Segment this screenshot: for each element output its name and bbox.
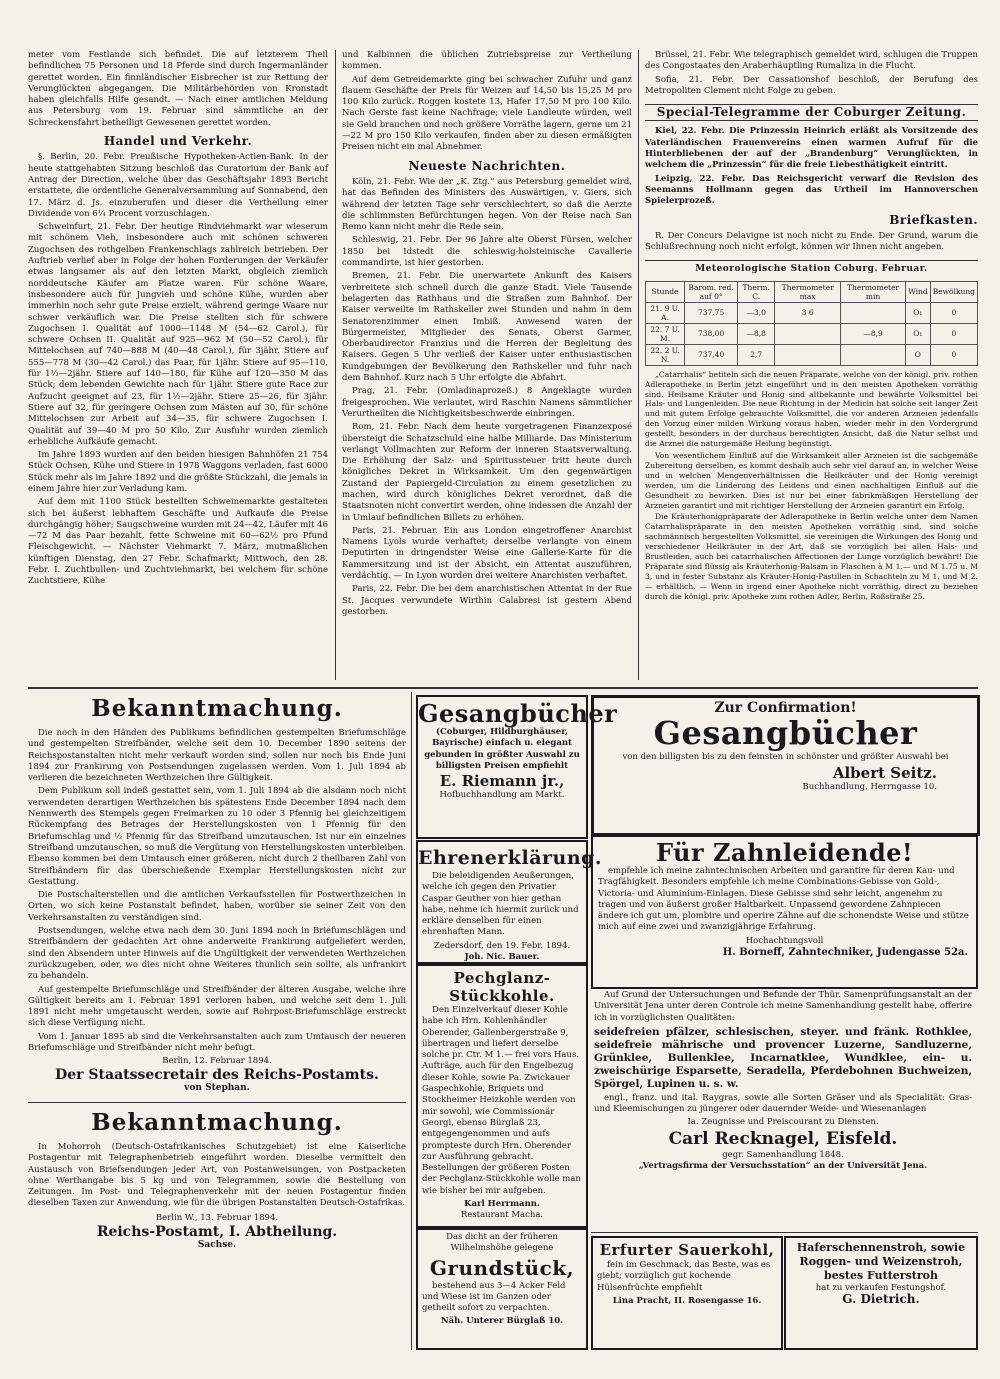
ad-text: Das dicht an der früheren Wilhelmshöhe gelegene bbox=[446, 1232, 558, 1254]
section-rule bbox=[28, 1102, 406, 1103]
weather-table bbox=[645, 281, 978, 366]
ad-gesangbuecher-riemann bbox=[416, 695, 618, 839]
article-text: R. Der Concurs Delavigne ist noch nicht zu Ende. Der Grund, warum die Schlußrechnung noch nicht erfolgt, können wir Ihnen nicht angeben. bbox=[645, 230, 978, 253]
article-text: Paris, 22. Febr. Die bei dem anarchistischen Attentat in der Rue St. Jacques verwundete Wirthin Calabresi ist gestern Abend gestorben. bbox=[342, 584, 632, 617]
table-row bbox=[646, 323, 978, 344]
notice-text: Die Postschalterstellen und die amtlichen Verkaufsstellen für Postwerthzeichen in Orten, wo sich keine Postanstalt befindet, haben, worüber sie seiner Zeit von den Verkehrsanstalten zu verständigen sind. bbox=[28, 890, 406, 923]
ad-text: Den Einzelverkauf dieser Kohle habe ich Hrn. Kohlenhändler Oberender, Gallenbergerstraße 9, übertragen und liefert derselbe solche pr. Ctr. M 1.— frei vors Haus. Aufträge, auch für den Engelbezug dieser Kohle, sowie Pa. Zwickauer Gaspechkohle, Briquets und Stockheimer Heizkohle werden von mir sowohl, wie Commissionär Georgi, ebenso Bürglaß 23, entgegengenommen und aufs prompteste durch Hrn. Oberender zur Ausführung gebracht. Bestellungen der größeren Posten der Pechglanz-Stückkohle wolle man wie bisher bei mir aufgeben. bbox=[422, 1005, 581, 1196]
notice-signer: Sachse. bbox=[197, 1240, 237, 1251]
table-cell: 737,75 bbox=[685, 302, 738, 323]
ad-location: Buchhandlung, Herrngasse 10. bbox=[802, 781, 937, 792]
table-header: Therm. C. bbox=[738, 281, 775, 302]
ad-name: Joh. Nic. Bauer. bbox=[464, 952, 540, 963]
table-cell: —8,9 bbox=[841, 323, 906, 344]
ad-text: empfehle ich meine zahntechnischen Arbeiten und garantire für deren Kau- und Tragfähigkeit. Besonders empfehle ich meine Combinations-Gebisse von Gold-, Victoria- und Aluminium-Einlagen. Diese Gebisse sind sehr leicht, angenehm zu tragen und von äußerst großer Haltbarkeit. Unpassend gewordene Zahnpiecen ändere ich gut um, plombire und operire Zähne auf die schonendste Weise und stütze mich auf eine zwei und zwanzigjährige Erfahrung. bbox=[598, 866, 969, 933]
article-text: Bremen, 21. Febr. Die unerwartete Ankunft des Kaisers verbreitete sich schnell durch die ganze Stadt. Viele Tausende belagerten das Rathhaus und die Straßen zum Bahnhof. Der Kaiser verweilte im Rathskeller zwei Stunden und nahm in dem Senatorenzimmer einen Imbiß. Anwesend waren der Bürgermeister, Mitglieder des Senats, Oberst Garmer, Oberbaudirector Franzius und die Herren der Begleitung des Kaisers. Gegen 5 Uhr verließ der Kaiser unter enthusiastischen Kundgebungen der Bevölkerung den Rathskeller und fuhr nach dem Bahnhof. Kurz nach 5 Uhr erfolgte die Abfahrt. bbox=[342, 271, 632, 384]
ad-name: Albert Seitz. bbox=[832, 763, 937, 782]
table-header: Bewölkung bbox=[930, 281, 977, 302]
notice-title: Bekanntmachung. bbox=[91, 695, 343, 722]
table-cell bbox=[775, 344, 841, 365]
ad-text: seidefreien pfälzer, schlesischen, steyer. und fränk. Rothklee, seidefreie mährische und provencer Luzerne, Sandluzerne, Grünklee, Bullenklee, Incarnatklee, Wundklee, ein- u. zweischürige Esparsette, Seradella, Pferdebohnen Buchweizen, Spörgel, Lupinen u. s. w. bbox=[594, 1025, 972, 1090]
article-text: Auf dem Getreidemarkte ging bei schwacher Zufuhr und ganz flauem Geschäfte der Preis für Weizen auf 14,50 bis 15,25 M pro 100 Kilo zurück. Roggen kostete 13, Hafer 17,50 M pro 100 Kilo. Nach Gerste fast keine Nachfrage; viele Landleute würden, weil sie Geld brauchen und noch größere Vorräthe lagern, gerne um 21—22 M pro 150 Kilo verkaufen, finden aber zu diesen ermäßigten Preisen nicht ein mal Abnehmer. bbox=[342, 74, 632, 153]
ad-location: Restaurant Macha. bbox=[460, 1210, 544, 1221]
ad-text: bestehend aus 3—4 Acker Feld und Wiese ist im Ganzen oder getheilt sofort zu verpachten. bbox=[422, 1280, 566, 1314]
article-text: §. Berlin, 20. Febr. Preußische Hypotheken-Actien-Bank. In der heute stattgehabten Sitzung beschloß das Curatorium der Bank auf Antrag der Direction, welche über das Geschäftsjahr 1893 Bericht erstattete, die ordentliche Generalversammlung auf Sonnabend, den 17. März d. Js. einzuberufen und dieser die Vertheilung einer Dividende von 6¼ Procent vorzuschlagen. bbox=[28, 152, 328, 219]
table-cell: 0 bbox=[930, 302, 977, 323]
notice-place: Berlin W., 13. Februar 1894. bbox=[155, 1212, 279, 1223]
ad-text: „Vertragsfirma der Versuchsstation“ an der Universität Jena. bbox=[638, 1161, 928, 1172]
notice-text: Dem Publikum soll indeß gestattet sein, vom 1. Juli 1894 ab die alsdann noch nicht verwendeten derartigen Werthzeichen bis spätestens Ende December 1894 nach dem Nennwerth des Stempels gegen Freimarken zu 10 oder 3 Pfennig bei gleichzeitigem Rückempfang des Betrages der Herstellungskosten von 1 Pfennig für den Briefumschlag und ½ Pfennig für das Streifband umzutauschen. Ist nur ein einzelnes Streifband umzutauschen, so muß die Vergütung von Herstellungskosten unterbleiben. Ebenso kommen bei dem Umtausch einer größeren, nicht durch 2 theilbaren Zahl von Streifbändern für das überschießende Exemplar Herstellungskosten nicht zur Gestattung. bbox=[28, 786, 406, 887]
article-text: Brüssel, 21. Febr. Wie telegraphisch gemeldet wird, schlugen die Truppen des Congostaates den Araberhäuptling Rumaliza in die Flucht. bbox=[645, 50, 978, 72]
notice-text: Vom 1. Januar 1895 ab sind die Verkehrsanstalten auch zum Umtausch der neueren Briefumschläge und Streifbänder nicht mehr befugt. bbox=[28, 1031, 406, 1054]
table-cell bbox=[841, 344, 906, 365]
ad-title: Für Zahnleidende! bbox=[655, 838, 914, 867]
table-header: Thermometer min bbox=[841, 281, 906, 302]
ad-title: Pechglanz-Stückkohle. bbox=[449, 969, 555, 1005]
ad-title: Erfurter Sauerkohl, bbox=[599, 1241, 775, 1259]
notice-title: Bekanntmachung. bbox=[91, 1109, 343, 1136]
article-text: Von wesentlichem Einfluß auf die Wirksamkeit aller Arzneien ist die sachgemäße Zubereitung derselben, es kommt deshalb auch sehr viel darauf an, in welcher Weise und in welchen Mengenverhältnissen die Heilkräuter und der Honig vereinigt werden, um die Linderung des Leidens und einen nachhaltigen Einfluß auf die Gesundheit zu bewirken. Dies ist nur bei einer fabrikmäßigen Herstellung der Arzneien garantirt und mit richtiger Herstellung der Arzneien garantirt ein Erfolg. bbox=[645, 451, 978, 510]
table-cell: O bbox=[906, 344, 931, 365]
table-cell: 22. 2 U. N. bbox=[646, 344, 685, 365]
ad-text: engl., franz. und ital. Raygras, sowie alle Sorten Gräser und als Specialität: Gras- und Kleemischungen zu jüngerer oder dauernder Weide- und Wiesenanlagen bbox=[594, 1092, 972, 1115]
section-rule bbox=[591, 1232, 978, 1233]
column-rule bbox=[638, 50, 639, 680]
section-heading: Neueste Nachrichten. bbox=[408, 158, 566, 173]
ad-location: Hofbuchhandlung am Markt. bbox=[439, 790, 565, 801]
ad-location: Näh. Unterer Bürglaß 10. bbox=[440, 1316, 564, 1327]
table-cell: O₁ bbox=[906, 323, 931, 344]
article-text: Auf dem mit 1100 Stück bestellten Schweinemarkte gestalteten sich bei äußerst lebhaftem Geschäfte und Aufkaufe die Preise durchgängig höher; Saugschweine wurden mit 24—42, Läufer mit 46—72 M das Paar bezahlt, fette Schweine mit 60—62½ pro Pfund Fleischgewicht. — Nächster Viehmarkt 7. März, mutmaßlichen künftigen Dienstag, den 27 Febr. Schafmarkt; Mittwoch, den 28. Febr. I. Zuchtbullen- und Zuchtviehmarkt, bei welchem für schöne Zuchtstiere, Kühe bbox=[28, 497, 328, 587]
article-text: Köln, 21. Febr. Wie der „K. Ztg.“ aus Petersburg gemeldet wird, hat das Befinden des Ministers des Auswärtigen, v. Giers, sich während der letzten Tage sehr verschlechtert, so daß die Aerzte die schlimmsten Befürchtungen hegen. Von der Reise nach San Remo kann nicht mehr die Rede sein. bbox=[342, 176, 632, 233]
table-cell: 21. 9 U. A. bbox=[646, 302, 685, 323]
ad-name: G. Dietrich. bbox=[842, 1292, 920, 1307]
ad-text: (Coburger, Hildburghäuser, Bayrische) einfach u. elegant gebunden in größter Auswahl zu billigsten Preisen empfiehlt bbox=[424, 727, 580, 771]
table-cell: 737,40 bbox=[685, 344, 738, 365]
ad-text: gegr. Samenhandlung 1848. bbox=[722, 1149, 844, 1160]
table-cell: O₁ bbox=[906, 302, 931, 323]
newspaper-page bbox=[28, 50, 978, 1350]
section-heading: Special-Telegramme der Coburger Zeitung. bbox=[645, 104, 978, 121]
table-cell bbox=[841, 302, 906, 323]
table-cell: 738,00 bbox=[685, 323, 738, 344]
table-header: Stunde bbox=[646, 281, 685, 302]
notice-signature: Der Staatssecretair des Reichs-Postamts. bbox=[55, 1066, 379, 1083]
weather-table-title: Meteorologische Station Coburg. Februar. bbox=[645, 260, 978, 275]
ad-sauerkohl bbox=[591, 1236, 783, 1350]
ad-title: Haferschennenstroh, sowie Roggen- und Weizenstroh, bestes Futterstroh bbox=[796, 1241, 966, 1282]
notice-signature: Reichs-Postamt, I. Abtheilung. bbox=[96, 1224, 338, 1241]
ad-confirmation-gesangbuecher bbox=[591, 695, 980, 836]
ad-text: Die beleidigenden Aeußerungen, welche ich gegen den Privatier Caspar Geuther von hier gethan habe, nehme ich hiermit zurück und erkläre denselben für einen ehrenhaften Mann. bbox=[422, 871, 579, 938]
table-cell: 0 bbox=[930, 344, 977, 365]
ad-stroh bbox=[784, 1236, 978, 1350]
section-rule bbox=[28, 687, 978, 689]
table-cell: 3 6 bbox=[775, 302, 841, 323]
table-header: Wind bbox=[906, 281, 931, 302]
table-cell: —8,8 bbox=[738, 323, 775, 344]
article-text: „Catarrhalis“ betiteln sich die neuen Präparate, welche von der königl. priv. rothen Adlerapotheke in Berlin jetzt eingeführt und in den meisten Apotheken vorräthig sind. Heilsame Kräuter und Honig sind altbekannte und bewährte Volksmittel bei Hals- und Lungenleiden. Die neue Richtung in der Medicin hat solche seit langer Zeit und mit gutem Erfolge gebrauchte Volksmittel, die vor anderen Arzneien jedenfalls den Vorzug einer milden Wirkung voraus haben, wieder mehr in den Vordergrund gestellt, besonders in der durchaus berechtigten Ansicht, daß die Natur selbst und die Arznei die naturgemäße Heilung begünstigt. bbox=[645, 369, 978, 449]
article-text: Sofia, 21. Febr. Der Cassationshof beschloß, der Berufung des Metropoliten Clement nicht Folge zu geben. bbox=[645, 74, 978, 96]
table-row bbox=[646, 344, 978, 365]
ad-zahnleidende bbox=[591, 835, 978, 989]
table-cell: 0 bbox=[930, 323, 977, 344]
ad-ehrenerklaerung bbox=[416, 840, 603, 964]
ad-name: Carl Recknagel, Eisfeld. bbox=[668, 1128, 898, 1149]
column-3 bbox=[645, 50, 978, 682]
ad-text: hat zu verkaufen Festungshof. bbox=[815, 1283, 947, 1293]
ad-place: Zedersdorf, den 19. Febr. 1894. bbox=[433, 940, 571, 951]
article-text: Die Kräuterhonigpräparate der Adlerapotheke in Berlin welche unter dem Namen Catarrhalispräparate in den meisten Apotheken vorräthig sind, sind solche sachmännisch hergestellten Volksmittel, sie vereinigen die Wirkungen des Honig und verschiedener Heilkräuter in der Art, daß sie vorzüglich bei allen Hals- und Brustleiden, auch bei catarrhalischen Affectionen der Lunge vorzüglich bewährt! Die Präparate sind flüssig als Kräuterhonig-Balsam in Flaschen à M 1.— und M 1.75 u. M 3, und in fester Substanz als Kräuter-Honig-Pastillen in Schachteln zu M 1. und M 2.— erhältlich. — Wenn in irgend einer Apotheke nicht vorräthig, direct zu beziehen durch die königl. priv. Apotheke zum rothen Adler, Berlin, Roßstraße 25. bbox=[645, 512, 978, 601]
telegram-text: Leipzig, 22. Febr. Das Reichsgericht verwarf die Revision des Seemanns Hollmann gegen das Urtheil im Hannoverschen Spielerprozeß. bbox=[645, 173, 978, 207]
notice-text: Postsendungen, welche etwa nach dem 30. Juni 1894 noch in Briefumschlägen und Streifbändern der gedachten Art ohne anderweite Frankirung aufgeliefert werden, sind den Absendern unter Hinweis auf die Ungültigkeit der verwendeten Werthzeichen zurückzugeben, oder, wo dies nicht ohne Weiteres thunlich sein sollte, als unfrankirt zu behandeln. bbox=[28, 926, 406, 982]
column-rule bbox=[411, 692, 412, 1350]
table-row bbox=[646, 302, 978, 323]
article-text: meter vom Festlande sich befindet. Die auf letzterem Theil befindlichen 75 Personen und 18 Pferde sind durch Ingermanländer gerettet worden. Ein finnländischer Eisbrecher ist zur Rettung der Verunglückten abgegangen. Die Militärbehörden von Kronstadt haben gleichfalls Hilfe gesandt. — Nach einer amtlichen Meldung aus Petersburg vom 19. Februar sind sämmtliche an der Schreckensfahrt betheiligt Gewesenen gerettet worden. bbox=[28, 50, 328, 128]
notice-1 bbox=[28, 692, 406, 1097]
article-text: Schweinfurt, 21. Febr. Der heutige Rindviehmarkt war wieserum mit schönem Vieh, insbesondere auch mit schönen schweren Zugochsen des rothgelben Frankenschlags zahlreich betrieben. Der Auftrieb verlief aber in Folge der hohen Forderungen der Verkäufer etwas langsamer als auf den letzten Markt, obgleich ziemlich norddeutsche Käufer am Platze waren. Für schöne Waare, insbesondere auch für Jungvieh und schöne Kühe, wurden aber immerhin noch sehr gute Preise erzielt, während geringe Waare nur schwer verkäuflich war. Die Preise stellten sich für schwere Zugochsen I. Qualität auf 1000—1148 M (54—62 Carol.), für schwere Ochsen II. Qualität auf 925—962 M (50—52 Carol.), für Mittelochsen auf 740—888 M (40—48 Carol.), für 3jähr. Stiere auf 555—778 M (30—42 Carol.) das Paar, für 1jähr. Stiere auf 95—110, für 1½—2jähr. Stiere auf 140—180, für Kühe auf 120—350 M das Stück; dem lebenden Gewichte nach für 1jähr. Stiere gute Race zur Aufzucht geeignet auf 23, für 1½—2jähr. Stiere 25—26, für 3jähr. Stiere auf 32, für geringere Ochsen zum Mästen auf 30, für schöne Mittelochsen zur Arbeit auf 34—35, für schwere Zugochsen I. Qualität auf 39—40 M pro 50 Kilo. Zur Ausfuhr wurden ziemlich erhebliche Aufkäufe gemacht. bbox=[28, 222, 328, 447]
telegram-text: Kiel, 22. Febr. Die Prinzessin Heinrich erläßt als Vorsitzende des Vaterländischen Frauenvereins einen warmen Aufruf für die Hinterbliebenen der auf der „Brandenburg“ Verunglückten, in welchem die „Prinzessin“ für die freie Liebesthätigkeit eintritt. bbox=[645, 126, 978, 171]
ad-name: H. Borneff, Zahntechniker, Judengasse 52a. bbox=[722, 947, 968, 959]
ad-pechglanz-kohle bbox=[416, 964, 588, 1228]
table-header: Thermometer max bbox=[775, 281, 841, 302]
ad-grundstueck bbox=[416, 1228, 588, 1350]
table-cell bbox=[775, 323, 841, 344]
ad-samenhandlung bbox=[594, 990, 972, 1228]
table-cell: —3,0 bbox=[738, 302, 775, 323]
ad-title: Gesangbücher bbox=[653, 714, 918, 753]
column-rule bbox=[335, 50, 336, 680]
ad-name: Karl Herrmann. bbox=[464, 1199, 540, 1210]
ad-text: fein im Geschmack, das Beste, was es giebt; vorzüglich gut kochende Hülsenfrüchte empfiehlt bbox=[597, 1260, 771, 1293]
notice-place: Berlin, 12. Februar 1894. bbox=[162, 1056, 272, 1067]
ad-title: Grundstück, bbox=[429, 1255, 575, 1280]
notice-2 bbox=[28, 1106, 406, 1350]
table-cell: 2,7 bbox=[738, 344, 775, 365]
article-text: Rom, 21. Febr. Nach dem heute vorgetragenen Finanzexposé übersteigt die Schatzschuld eine halbe Milliarde. Das Ministerium verlangt Vollmachten zur Reform der inneren Staatsverwaltung. Die Erhöhung der Salz- und Spiritussteuer tritt heute durch königliches Dekret in Wirksamkeit. Um den gegenwärtigen Zustand der Papiergeld-Circulation zu einem gesetzlichen zu machen, wird durch königliches Dekret verordnet, daß die Staatsnoten nicht convertirt werden, ohne indessen die Anzahl der in Umlauf befindlichen Billets zu erhöhen. bbox=[342, 422, 632, 523]
ad-name: Lina Pracht, II. Rosengasse 16. bbox=[612, 1295, 762, 1306]
article-text: und Kalbinnen die üblichen Zutriebspreise zur Vertheilung kommen. bbox=[342, 50, 632, 72]
notice-text: Die noch in den Händen des Publikums befindlichen gestempelten Briefumschläge und gestempelten Streifbänder, welche seit dem 10. December 1890 seitens der Reichspostanstalten nicht mehr verkauft worden sind, sollen nur noch bis Ende Juni 1894 zur Frankirung von Postsendungen zugelassen werden. Vom 1. Juli 1894 ab verlieren die bezeichneten Werthzeichen ihre Gültigkeit. bbox=[28, 728, 406, 784]
column-2 bbox=[342, 50, 632, 682]
ad-name: E. Riemann jr., bbox=[439, 772, 565, 791]
notice-text: Auf gestempelte Briefumschläge und Streifbänder der älteren Ausgabe, welche ihre Gültigkeit bereits am 1. Februar 1891 verloren haben, und welche seit dem 1. Juli 1891 nicht mehr umgetauscht werden, sowie auf Rohrpost-Briefumschläge erstreckt sich diese Verfügung nicht. bbox=[28, 984, 406, 1029]
table-cell: 22. 7 U. M. bbox=[646, 323, 685, 344]
ad-text: Hochachtungsvoll bbox=[745, 935, 824, 946]
notice-text: In Mohorroh (Deutsch-Ostafrikanisches Schutzgebiet) ist eine Kaiserliche Postagentur mit Telegraphenbetrieb eingeführt worden. Dieselbe vermittelt den Austausch von Briefsendungen jeder Art, von Postanweisungen, von Postpacketen ohne Werthangabe bis 5 kg und von Telegrammen, sowie die Bestellung von Zeitungen. Im Post- und Telegraphenverkehr mit der neuen Postagentur finden dieselben Taxen zur Anwendung, wie für die übrigen Postanstalten Deutsch-Ostafrikas. bbox=[28, 1142, 406, 1209]
column-1 bbox=[28, 50, 328, 682]
ad-text: Zur Confirmation! bbox=[714, 700, 857, 716]
article-text: Im Jahre 1893 wurden auf den beiden hiesigen Bahnhöfen 21 754 Stück Ochsen, Kühe und Stiere in 1978 Waggons verladen, fast 6000 Stück mehr als im Jahre 1892 und die größte Stückzahl, die jemals in einem Jahre hier zur Verladung kam. bbox=[28, 450, 328, 494]
article-text: Prag, 21. Febr. (Omladinaprozeß.) 8 Angeklagte wurden freigesprochen. Wie verlautet, wird Raschin Namens sämmtlicher Verurtheilten die Nichtigkeitsbeschwerde einbringen. bbox=[342, 386, 632, 419]
ad-text: von den billigsten bis zu den feinsten in schönster und größter Auswahl bei bbox=[622, 752, 949, 763]
ad-text: Ia. Zeugnisse und Preiscourant zu Diensten. bbox=[687, 1117, 879, 1128]
notice-signer: von Stephan. bbox=[184, 1082, 250, 1093]
article-text: Paris, 21. Februar. Ein aus London eingetroffener Anarchist Namens Lyols wurde verhaftet; derselbe verlangte von einem Deputirten in dringendster Weise eine Gallerie-Karte für die Kammersitzung und ist der Absicht, ein Attentat auszuführen, verdächtig. — In Lyon wurden drei weitere Anarchisten verhaftet. bbox=[342, 525, 632, 582]
ad-title: Gesangbücher bbox=[418, 699, 618, 728]
table-header: Barom. red. auf 0° bbox=[685, 281, 738, 302]
ad-title: Ehrenerklärung. bbox=[418, 847, 603, 869]
section-heading: Briefkasten. bbox=[889, 212, 978, 227]
ad-text: Auf Grund der Untersuchungen und Befunde der Thür. Samenprüfungsanstalt an der Universität Jena unter deren Controle ich meine Samenhandlung gestellt habe, offerire ich in vorzüglichsten Qualitäten: bbox=[594, 990, 972, 1023]
section-heading: Handel und Verkehr. bbox=[103, 134, 253, 149]
article-text: Schleswig, 21. Febr. Der 96 Jahre alte Oberst Fürsen, welcher 1850 bei Idstedt die schleswig-holsteinische Cavallerie commandirte, ist hier gestorben. bbox=[342, 235, 632, 269]
